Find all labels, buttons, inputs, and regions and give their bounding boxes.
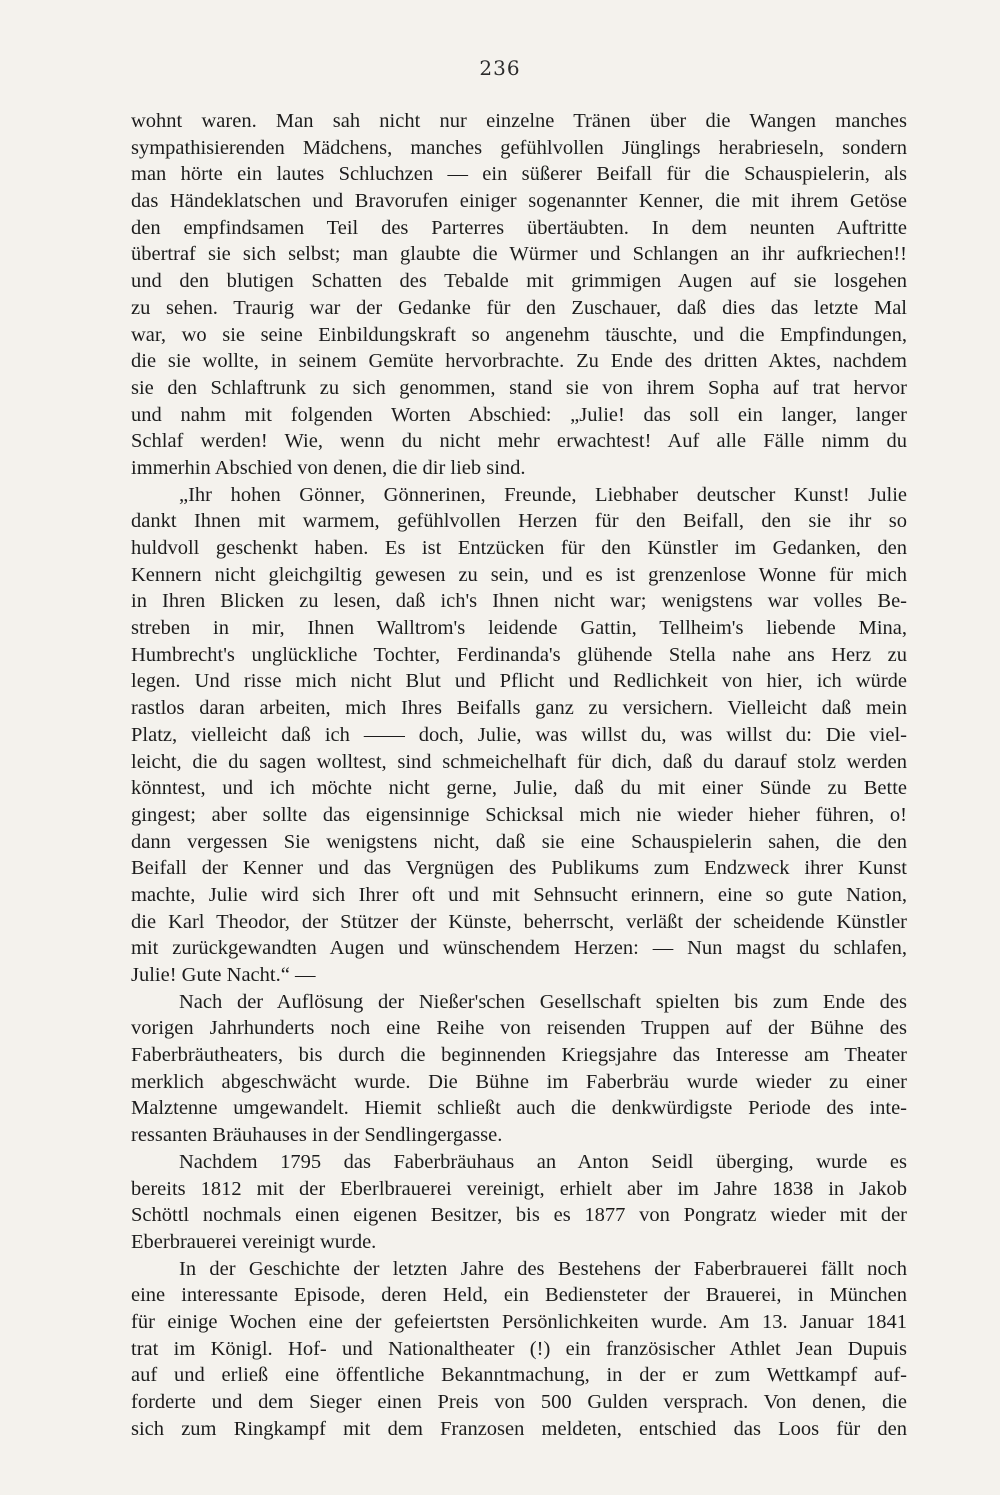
text-line: die sie wollte, in seinem Gemüte hervorbrachte. Zu Ende des dritten Aktes, nachdem — [131, 350, 907, 373]
text-line: rastlos daran arbeiten, mich Ihres Beifalls ganz zu versichern. Vielleicht daß mein — [131, 697, 907, 720]
text-line: Platz, vielleicht daß ich —— doch, Julie, was willst du, was willst du: Die viel- — [131, 723, 907, 746]
text-line: und nahm mit folgenden Worten Abschied: „Julie! das soll ein langer, langer — [131, 403, 907, 426]
text-line: sie den Schlaftrunk zu sich genommen, stand sie von ihrem Sopha auf trat hervor — [131, 376, 907, 399]
text-line: immerhin Abschied von denen, die dir lieb sind. — [131, 456, 526, 479]
text-line: eine interessante Episode, deren Held, ein Bediensteter der Brauerei, in München — [131, 1284, 907, 1307]
text-line: Beifall der Kenner und das Vergnügen des Publikums zum Endzweck ihrer Kunst — [131, 857, 907, 880]
paragraph — [131, 1149, 907, 1256]
page-number: 236 — [479, 56, 521, 80]
text-line: forderte und dem Sieger einen Preis von 500 Gulden versprach. Von denen, die — [131, 1391, 907, 1413]
text-line: bereits 1812 mit der Eberlbrauerei vereinigt, erhielt aber im Jahre 1838 in Jakob — [131, 1177, 907, 1200]
text-line: In der Geschichte der letzten Jahre des Bestehens der Faberbrauerei fällt noch — [179, 1257, 907, 1280]
text-line: leicht, die du sagen wolltest, sind schmeichelhaft für dich, daß du darauf stolz werden — [131, 750, 907, 773]
text-line: mit zurückgewandten Augen und wünschendem Herzen: — Nun magst du schlafen, — [131, 937, 907, 960]
text-line: „Ihr hohen Gönner, Gönnerinen, Freunde, Liebhaber deutscher Kunst! Julie — [179, 483, 907, 506]
text-line: wohnt waren. Man sah nicht nur einzelne Tränen über die Wangen manches — [131, 110, 907, 132]
text-line: man hörte ein lautes Schluchzen — ein süßerer Beifall für die Schauspielerin, als — [131, 163, 907, 186]
text-line: Humbrecht's unglückliche Tochter, Ferdinanda's glühende Stella nahe ans Herz zu — [131, 643, 907, 666]
text-line: dann vergessen Sie wenigstens nicht, daß sie eine Schauspielerin sahen, die den — [131, 830, 907, 853]
paragraph — [131, 989, 907, 1149]
paragraph — [131, 482, 907, 989]
text-line: machte, Julie wird sich Ihrer oft und mit Sehnsucht erinnern, eine so gute Nation, — [131, 883, 907, 906]
text-line: dankt Ihnen mit warmem, gefühlvollen Herzen für den Beifall, den sie ihr so — [131, 510, 907, 533]
text-line: ressanten Bräuhauses in der Sendlingergasse. — [131, 1124, 503, 1147]
text-line: zu sehen. Traurig war der Gedanke für den Zuschauer, daß dies das letzte Mal — [131, 296, 907, 319]
text-line: sich zum Ringkampf mit dem Franzosen meldeten, entschied das Loos für den — [131, 1417, 907, 1440]
paragraph — [131, 108, 907, 482]
text-line: übertraf sie sich selbst; man glaubte die Würmer und Schlangen an ihr aufkriechen!! — [131, 243, 907, 266]
text-line: Schlaf werden! Wie, wenn du nicht mehr erwachtest! Auf alle Fälle nimm du — [131, 430, 907, 453]
text-line: Eberbrauerei vereinigt wurde. — [131, 1230, 377, 1253]
body-text — [131, 108, 907, 1442]
text-line: Malztenne umgewandelt. Hiemit schließt auch die denkwürdigste Periode des inte- — [131, 1097, 907, 1120]
text-line: gingest; aber sollte das eigensinnige Schicksal mich nie wieder hieher führen, o! — [131, 803, 907, 826]
text-line: merklich abgeschwächt wurde. Die Bühne im Faberbräu wurde wieder zu einer — [131, 1070, 907, 1093]
text-line: und den blutigen Schatten des Tebalde mit grimmigen Augen auf sie losgehen — [131, 270, 907, 293]
text-line: das Händeklatschen und Bravorufen einiger sogenannter Kenner, die mit ihrem Getöse — [131, 190, 907, 213]
text-line: auf und erließ eine öffentliche Bekanntmachung, in der er zum Wettkampf auf- — [131, 1364, 907, 1387]
text-line: huldvoll geschenkt haben. Es ist Entzücken für den Künstler im Gedanken, den — [131, 537, 907, 559]
text-line: vorigen Jahrhunderts noch eine Reihe von reisenden Truppen auf der Bühne des — [131, 1017, 907, 1040]
text-line: Nachdem 1795 das Faberbräuhaus an Anton Seidl überging, wurde es — [179, 1150, 907, 1173]
text-line: in Ihren Blicken zu lesen, daß ich's Ihnen nicht war; wenigstens war volles Be- — [131, 590, 907, 613]
text-line: Schöttl nochmals einen eigenen Besitzer, bis es 1877 von Pongratz wieder mit der — [131, 1204, 907, 1227]
text-line: die Karl Theodor, der Stützer der Künste, beherrscht, verläßt der scheidende Künstler — [131, 910, 907, 933]
text-line: sympathisierenden Mädchens, manches gefühlvollen Jünglings herabrieseln, sondern — [131, 136, 907, 159]
text-line: legen. Und risse mich nicht Blut und Pflicht und Redlichkeit von hier, ich würde — [131, 670, 907, 693]
text-line: war, wo sie seine Einbildungskraft so angenehm täuschte, und die Empfindungen, — [131, 323, 907, 346]
text-line: den empfindsamen Teil des Parterres übertäubten. In dem neunten Auftritte — [131, 216, 907, 239]
text-line: Kennern nicht gleichgiltig gewesen zu sein, und es ist grenzenlose Wonne für mich — [131, 563, 907, 586]
text-line: trat im Königl. Hof- und Nationaltheater (!) ein französischer Athlet Jean Dupuis — [131, 1337, 907, 1360]
text-line: Nach der Auflösung der Nießer'schen Gesellschaft spielten bis zum Ende des — [179, 990, 907, 1013]
text-line: für einige Wochen eine der gefeiertsten Persönlichkeiten wurde. Am 13. Januar 1841 — [131, 1310, 907, 1333]
paragraph — [131, 1256, 907, 1443]
text-line: streben in mir, Ihnen Walltrom's leidende Gattin, Tellheim's liebende Mina, — [131, 617, 907, 640]
text-line: Julie! Gute Nacht.“ — — [131, 964, 316, 986]
text-line: könntest, und ich möchte nicht gerne, Julie, daß du mit einer Sünde zu Bette — [131, 777, 907, 800]
text-line: Faberbräutheaters, bis durch die beginnenden Kriegsjahre das Interesse am Theater — [131, 1044, 907, 1067]
